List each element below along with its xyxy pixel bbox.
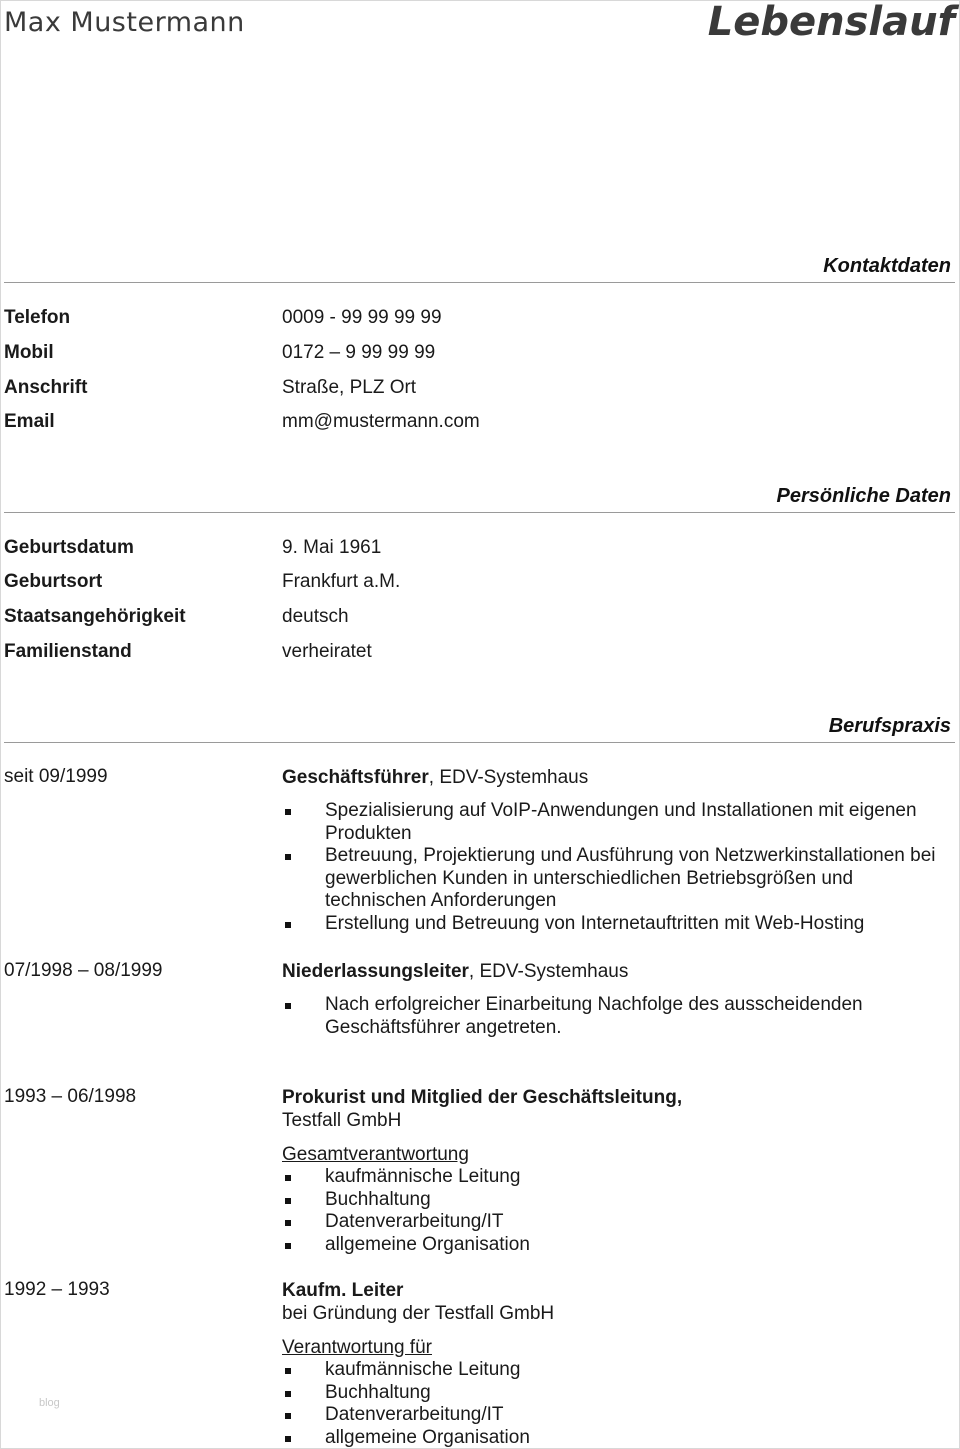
job-bullet-list (282, 800, 952, 936)
list-item: Buchhaltung (282, 1189, 952, 1212)
job-company: Testfall GmbH (282, 1110, 402, 1131)
field-label: Email (4, 411, 55, 432)
field-value: 0009 - 99 99 99 99 (282, 307, 442, 328)
field-value: 0172 – 9 99 99 99 (282, 342, 436, 363)
field-label: Anschrift (4, 377, 88, 398)
section-heading-berufspraxis: Berufspraxis (828, 715, 951, 737)
job-company: bei Gründung der Testfall GmbH (282, 1303, 555, 1324)
job-title-line (282, 766, 952, 789)
list-item: Nach erfolgreicher Einarbeitung Nachfolge des ausscheidenden Geschäftsführer angetreten. (282, 994, 952, 1039)
section-divider (4, 282, 955, 283)
list-item: allgemeine Organisation (282, 1234, 952, 1257)
job-date: 1993 – 06/1998 (4, 1086, 137, 1107)
list-item: Spezialisierung auf VoIP-Anwendungen und Installationen mit eigenen Produkten (282, 800, 952, 845)
field-label: Geburtsort (4, 571, 103, 592)
job-company: , EDV-Systemhaus (428, 767, 589, 788)
watermark: blog (39, 1397, 60, 1409)
field-value: verheiratet (282, 641, 372, 662)
list-item: Buchhaltung (282, 1382, 952, 1405)
candidate-name: Max Mustermann (4, 7, 245, 38)
list-item: Datenverarbeitung/IT (282, 1404, 952, 1427)
job-title-line (282, 960, 952, 983)
job-date: 1992 – 1993 (4, 1279, 110, 1300)
job-date: 07/1998 – 08/1999 (4, 960, 163, 981)
job-role: Geschäftsführer (282, 767, 429, 788)
job-bullet-list (282, 1359, 952, 1449)
list-item: Erstellung und Betreuung von Internetauftritten mit Web-Hosting (282, 913, 952, 936)
job-date: seit 09/1999 (4, 766, 108, 787)
field-label: Mobil (4, 342, 54, 363)
section-divider (4, 742, 955, 743)
job-role: Kaufm. Leiter (282, 1280, 404, 1301)
field-label: Staatsangehörigkeit (4, 606, 186, 627)
field-value: 9. Mai 1961 (282, 537, 382, 558)
list-item: Datenverarbeitung/IT (282, 1211, 952, 1234)
job-subheading: Gesamtverantwortung (282, 1144, 469, 1165)
job-bullet-list (282, 994, 952, 1039)
field-value: mm@mustermann.com (282, 411, 480, 432)
field-value: Frankfurt a.M. (282, 571, 401, 592)
field-label: Geburtsdatum (4, 537, 134, 558)
job-role: Prokurist und Mitglied der Geschäftsleitung, (282, 1087, 683, 1108)
job-company: , EDV-Systemhaus (468, 961, 629, 982)
list-item: Betreuung, Projektierung und Ausführung von Netzwerkinstallationen bei gewerblichen Kunden in unterschiedlichen Betriebsgrößen und technischen Anforderungen (282, 845, 952, 913)
list-item: kaufmännische Leitung (282, 1166, 952, 1189)
field-value: deutsch (282, 606, 349, 627)
field-value: Straße, PLZ Ort (282, 377, 417, 398)
list-item: kaufmännische Leitung (282, 1359, 952, 1382)
section-heading-kontaktdaten: Kontaktdaten (823, 255, 951, 277)
section-heading-persoenliche-daten: Persönliche Daten (776, 485, 951, 507)
field-label: Familienstand (4, 641, 132, 662)
field-label: Telefon (4, 307, 71, 328)
job-role: Niederlassungsleiter (282, 961, 469, 982)
job-bullet-list (282, 1166, 952, 1256)
document-title: Lebenslauf (707, 0, 955, 45)
list-item: allgemeine Organisation (282, 1427, 952, 1449)
section-divider (4, 512, 955, 513)
job-subheading: Verantwortung für (282, 1337, 432, 1358)
